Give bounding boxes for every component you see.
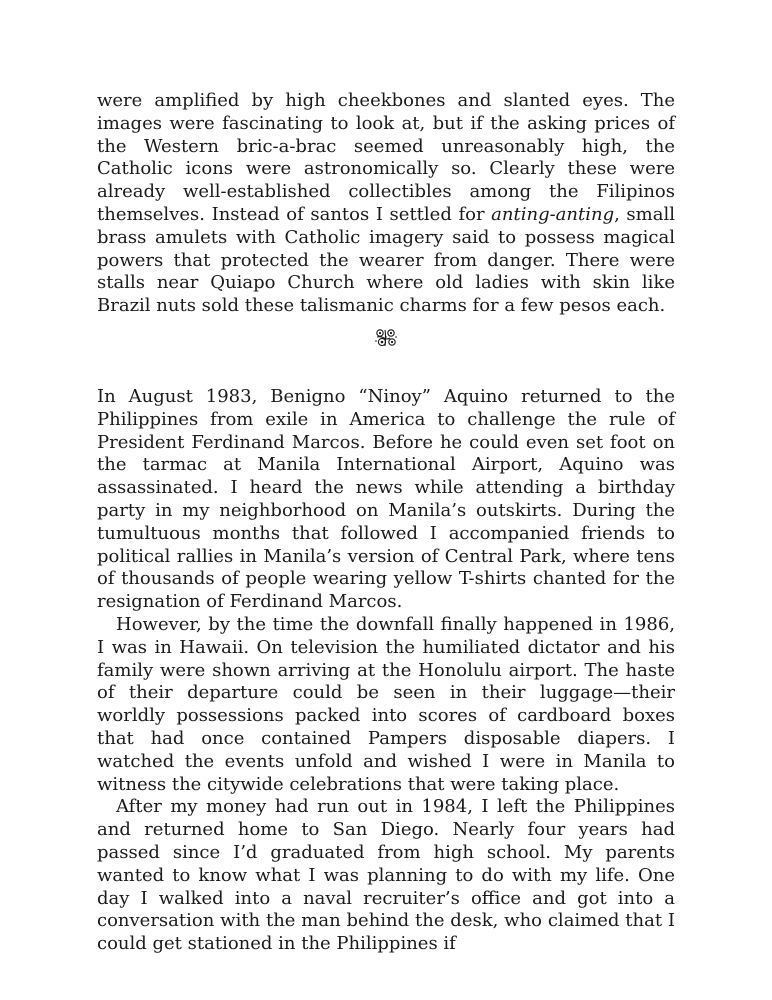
anting-anting-term: anting-anting: [491, 203, 615, 225]
paragraph-santos-text-1: were amplified by high cheekbones and slanted eyes. The images were fascinating to look at, but if the asking prices of the Western bric-a-brac seemed unreasonably high, the Catholic icons were astronomically so. Clearly these were already well-established collectibles among the Filipinos themselves. Instead of santos I settled for: [97, 90, 675, 225]
paragraph-santos-text-2: , small brass amulets with Catholic imagery said to possess magical powers that protected the wearer from danger. There were stalls near Quiapo Church where old ladies with skin like Brazil nuts sold these talismanic charms for a few pesos each.: [97, 203, 675, 317]
book-page: [97, 90, 675, 956]
paragraph-santos: [97, 90, 675, 318]
section-break: [97, 327, 675, 367]
paragraph-aquino: In August 1983, Benigno “Ninoy” Aquino returned to the Philippines from exile in America to challenge the rule of President Ferdinand Marcos. Before he could even set foot on the tarmac at Manila International Airport, Aquino was assassinated. I heard the news while attending a birthday party in my neighborhood on Manila’s outskirts. During the tumultuous months that followed I accompanied friends to political rallies in Manila’s version of Central Park, where tens of thousands of people wearing yellow T-shirts chanted for the resignation of Ferdinand Marcos.: [97, 385, 675, 613]
paragraph-hawaii: However, by the time the downfall finally happened in 1986, I was in Hawaii. On television the humiliated dictator and his family were shown arriving at the Honolulu airport. The haste of their departure could be seen in their luggage—their worldly possessions packed into scores of cardboard boxes that had once contained Pampers disposable diapers. I watched the events unfold and wished I were in Manila to witness the citywide celebrations that were taking place.: [97, 613, 675, 795]
floral-dingbat-icon: [373, 327, 399, 349]
paragraph-san-diego: After my money had run out in 1984, I left the Philippines and returned home to San Diego. Nearly four years had passed since I’d graduated from high school. My parents wanted to know what I was planning to do with my life. One day I walked into a naval recruiter’s office and got into a conversation with the man behind the desk, who claimed that I could get stationed in the Philippines if: [97, 796, 675, 955]
